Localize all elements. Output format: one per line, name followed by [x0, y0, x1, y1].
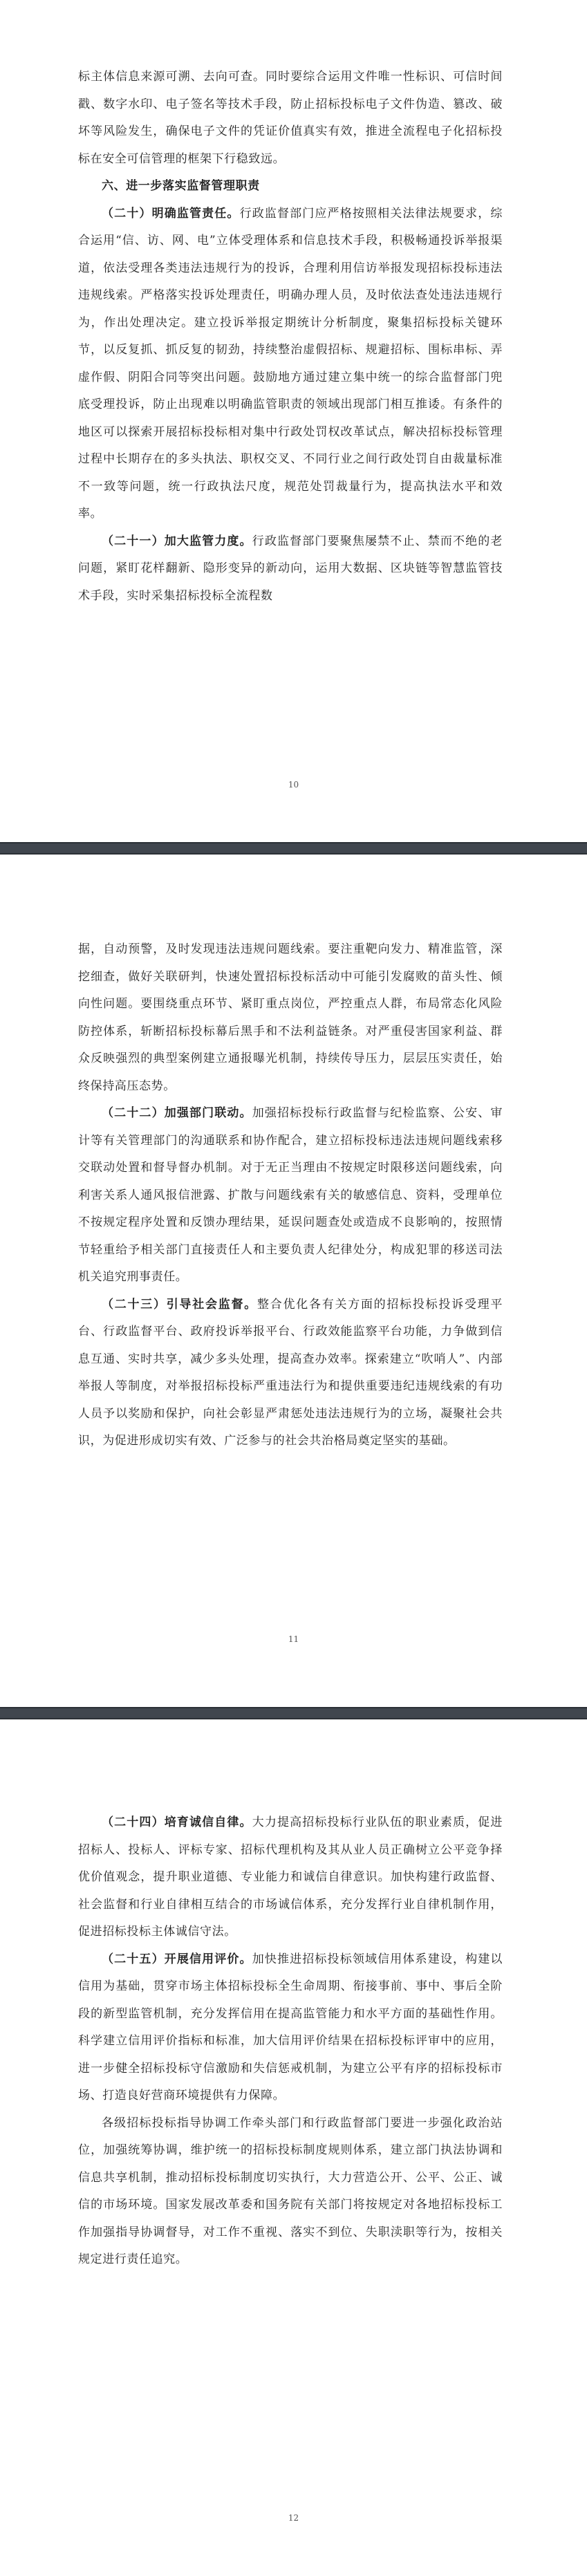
- paragraph-body-22: 加强招标投标行政监督与纪检监察、公安、审计等有关管理部门的沟通联系和协作配合，建立招标投标违法违规问题线索移交联动处置和督导督办机制。对于无正当理由不按规定时限移送问题线索，向利害关系人通风报信泄露、扩散与问题线索有关的敏感信息、资料，受理单位不按规定程序处置和反馈办理结果，延误问题查处或造成不良影响的，按照情节轻重给予相关部门直接责任人和主要负责人纪律处分，构成犯罪的移送司法机关追究刑事责任。: [78, 1106, 503, 1284]
- paragraph-body-25: 加快推进招标投标领域信用体系建设，构建以信用为基础，贯穿市场主体招标投标全生命周期、衔接事前、事中、事后全阶段的新型监管机制，充分发挥信用在提高监管能力和水平方面的基础性作用。科学建立信用评价指标和标准，加大信用评价结果在招标投标评审中的应用，进一步健全招标投标守信激励和失信惩戒机制，为建立公平有序的招标投标市场、打造良好营商环境提供有力保障。: [78, 1952, 503, 2102]
- paragraph-body-23: 整合优化各有关方面的招标投标投诉受理平台、行政监督平台、政府投诉举报平台、行政效能监察平台功能，力争做到信息互通、实时共享，减少多头处理，提高查办效率。探索建立“吹哨人”、内部举报人等制度，对举报招标投标严重违法行为和提供重要违纪违规线索的有功人员予以奖励和保护，向社会彰显严肃惩处违法违规行为的立场，凝聚社会共识，为促进形成切实有效、广泛参与的社会共治格局奠定坚实的基础。: [78, 1297, 503, 1448]
- paragraph-item-20: [78, 200, 503, 528]
- paragraph-lead-21: （二十一）加大监管力度。: [102, 534, 252, 548]
- paragraph-item-22: [78, 1100, 503, 1291]
- page-separator: [0, 842, 587, 855]
- page-separator: [0, 1707, 587, 1719]
- paragraph-item-23: [78, 1291, 503, 1455]
- paragraph-lead-20: （二十）明确监管责任。: [102, 206, 240, 221]
- paragraph-body-24: 大力提高招标投标行业队伍的职业素质，促进招标人、投标人、评标专家、招标代理机构及其从业人员正确树立公平竞争择优价值观念，提升职业道德、专业能力和诚信自律意识。加快构建行政监督、社会监督和行业自律相互结合的市场诚信体系，充分发挥行业自律机制作用，促进招标投标主体诚信守法。: [78, 1816, 503, 1939]
- paragraph-item-21: [78, 528, 503, 610]
- paragraph-lead-25: （二十五）开展信用评价。: [102, 1952, 252, 1966]
- page-number: 11: [288, 1634, 299, 1644]
- paragraph-body-21: 行政监督部门要聚焦屡禁不止、禁而不绝的老问题，紧盯花样翻新、隐形变异的新动向，运用大数据、区块链等智慧监管技术手段，实时采集招标投标全流程数: [78, 534, 503, 603]
- paragraph-closing: [78, 2110, 503, 2274]
- section-heading-6: 六、进一步落实监督管理职责: [102, 179, 260, 193]
- paragraph-continued: 标主体信息来源可溯、去向可查。同时要综合运用文件唯一性标识、可信时间戳、数字水印、电子签名等技术手段，防止招标投标电子文件伪造、篡改、破坏等风险发生，确保电子文件的凭证价值真实有效，推进全流程电子化招标投标在安全可信管理的框架下行稳致远。: [78, 70, 503, 166]
- paragraph-lead-24: （二十四）培育诚信自律。: [102, 1816, 252, 1829]
- paragraph-item-24: [78, 1809, 503, 1946]
- page-number: 12: [288, 2513, 299, 2523]
- paragraph-item-25: [78, 1946, 503, 2110]
- page-number: 10: [288, 780, 299, 790]
- paragraph-lead-22: （二十二）加强部门联动。: [102, 1106, 252, 1120]
- paragraph-continued: 据，自动预警，及时发现违法违规问题线索。要注重靶向发力、精准监管，深挖细查，做好关联研判，快速处置招标投标活动中可能引发腐败的苗头性、倾向性问题。要围绕重点环节、紧盯重点岗位，严控重点人群，布局常态化风险防控体系，斩断招标投标幕后黑手和不法利益链条。对严重侵害国家利益、群众反映强烈的典型案例建立通报曝光机制，持续传导压力，层层压实责任，始终保持高压态势。: [78, 942, 503, 1093]
- page-11: [0, 855, 587, 1707]
- paragraph-body-20: 行政监督部门应严格按照相关法律法规要求，综合运用“信、访、网、电”立体受理体系和信息技术手段，积极畅通投诉举报渠道，依法受理各类违法违规行为的投诉，合理利用信访举报发现招标投标违法违规线索。严格落实投诉处理责任，明确办理人员，及时依法查处违法违规行为，作出处理决定。建立投诉举报定期统计分析制度，聚集招标投标关键环节，以反复抓、抓反复的韧劲，持续整治虚假招标、规避招标、围标串标、弄虚作假、阴阳合同等突出问题。鼓励地方通过建立集中统一的综合监督部门兜底受理投诉，防止出现难以明确监管职责的领域出现部门相互推诿。有条件的地区可以探索开展招标投标相对集中行政处罚权改革试点，解决招标投标管理过程中长期存在的多头执法、职权交叉、不同行业之间行政处罚自由裁量标准不一致等问题，统一行政执法尺度，规范处罚裁量行为，提高执法水平和效率。: [78, 206, 503, 521]
- paragraph-lead-23: （二十三）引导社会监督。: [102, 1297, 257, 1312]
- page-12: [0, 1719, 587, 2576]
- paragraph-body-closing: 各级招标投标指导协调工作牵头部门和行政监督部门要进一步强化政治站位，加强统筹协调，维护统一的招标投标制度规则体系，建立部门执法协调和信息共享机制，推动招标投标制度切实执行，大力营造公开、公平、公正、诚信的市场环境。国家发展改革委和国务院有关部门将按规定对各地招标投标工作加强指导协调督导，对工作不重视、落实不到位、失职渎职等行为，按相关规定进行责任追究。: [78, 2116, 503, 2266]
- page-10: [0, 0, 587, 842]
